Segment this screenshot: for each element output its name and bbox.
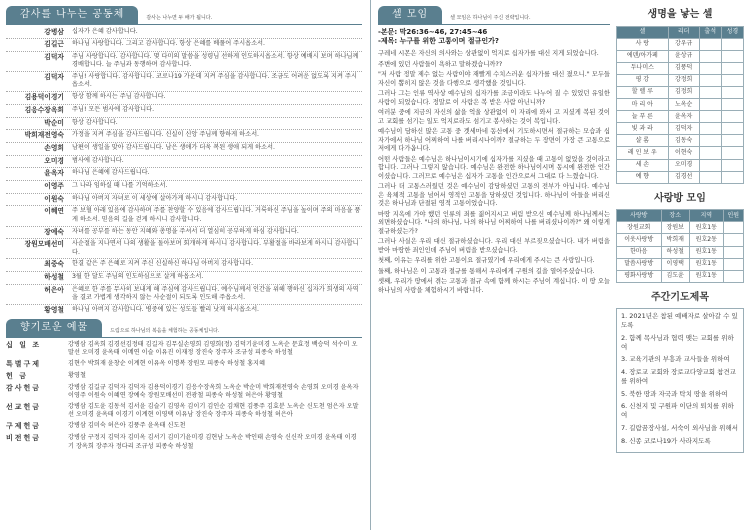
column-divider <box>370 0 371 530</box>
table-cell: 원호2동 <box>689 234 723 246</box>
cell-header <box>378 6 610 25</box>
table-cell: 이웃사랑방 <box>617 234 662 246</box>
prayer-item: 1. 2021년은 참된 예배자로 살아갈 수 있도록 <box>621 312 738 330</box>
thanks-row <box>6 286 362 303</box>
row-separator <box>6 304 362 305</box>
table-cell <box>699 111 721 123</box>
offering-name: 선교헌금 <box>6 402 42 411</box>
table-header: 장소 <box>661 210 689 222</box>
thanks-name: 오미경 <box>44 156 64 165</box>
table-cell: 에덴/아가페 <box>617 50 669 62</box>
table-cell <box>721 135 743 147</box>
offering-name: 구제헌금 <box>6 422 42 431</box>
thanks-name: 이영주 <box>44 181 64 190</box>
offering-text: 강병삼 구정지 김덕자 김미옥 김서기 김미기윤미경 김현남 노옥순 박인태 손영숙 신신작 오미경 윤옥태 이경기 장옥희 장주자 정다리 조규성 피종숙 하성철 <box>68 434 357 450</box>
row-separator <box>6 271 362 272</box>
cell-row <box>617 135 744 147</box>
offering-text: 김현수 박희재 윤창순 이계현 이유옥 이명복 장원모 피종숙 하성철 홍지혜 <box>68 359 266 367</box>
table-cell: 강정희 <box>668 74 699 86</box>
thanks-row <box>6 182 362 191</box>
cell-row <box>617 171 744 183</box>
row-separator <box>6 180 362 181</box>
table-cell <box>699 171 721 183</box>
thanks-text: 항상 함께 하시는 주님 감사합니다. <box>72 93 166 101</box>
table-header: 인원 <box>723 210 743 222</box>
table-cell: 오미경 <box>668 159 699 171</box>
table-cell <box>699 62 721 74</box>
cell-row <box>617 62 744 74</box>
table-cell <box>721 62 743 74</box>
offering-name: 감사헌금 <box>6 383 42 392</box>
table-cell: 할 렐 루 <box>617 86 669 98</box>
table-header: 성경 <box>721 26 743 38</box>
table-cell <box>699 50 721 62</box>
thanks-text: 십자가 은혜 감사합니다. <box>72 27 138 35</box>
thanks-name: 이혜연 <box>44 207 64 216</box>
table-cell: 박희재 <box>661 234 689 246</box>
table-cell <box>723 270 743 282</box>
thanks-row <box>6 73 362 90</box>
thanks-text: 사순절을 지나면서 나의 생활을 돌아보며 회개하게 하시니 감사합니다. 부활절을 바라보게 하시니 감사합니다. <box>72 240 359 256</box>
table-cell <box>699 86 721 98</box>
table-header: 사랑방 <box>617 210 662 222</box>
table-cell: 말씀사랑방 <box>617 258 662 270</box>
thanks-row <box>6 260 362 269</box>
thanks-row <box>6 169 362 178</box>
sermon-paragraph: 첫째, 이유는 우리를 위한 고통이요 절규였기에 우리에게 주시는 큰 사랑입니다. <box>378 257 595 265</box>
offering-row <box>6 403 362 420</box>
thanks-name: 손영희 <box>44 143 64 152</box>
offering-text: 강병삼 김도윤 김동석 김서윤 김슬기 김영옥 김이기 김인순 김채현 김풍주 김효분 노옥순 신도천 엄은자 오말선 오미경 윤옥태 이경기 이계현 이영택 이유남 장진숙 장주자 피종숙 하성철 허은아 <box>68 402 359 419</box>
cell-row <box>617 99 744 111</box>
table-header: 지역 <box>689 210 723 222</box>
thanks-header <box>6 6 362 25</box>
table-cell <box>721 147 743 159</box>
table-cell: 윤상규 <box>668 50 699 62</box>
sermon-paragraph: 그러나 사실은 우리 대신 절규하셨습니다. 우리 대신 부르짖으셨습니다. 내가 버림을 받아 마땅한 죄인인데 주님이 버림을 받으셨습니다. <box>378 238 610 254</box>
offering-subtitle: 드림으로 하나님의 복음을 체험하는 공동체입니다. <box>110 327 220 334</box>
sermon-paragraph: 구레네 시몬은 자신의 의사와는 상관없이 억지로 십자가를 대신 지게 되었습니다. <box>378 50 599 58</box>
prayer-item: 4. 장로교 교회와 장로교다양교회 참견교를 위하여 <box>621 368 736 385</box>
table-header: 리더 <box>668 26 699 38</box>
thanks-text: 하나님 아버지 자녀로 이 세상에 살아가게 하시니 감사합니다. <box>72 194 238 202</box>
thanks-name: 박순미 <box>44 118 64 127</box>
table-cell <box>699 74 721 86</box>
cell-row <box>617 74 744 86</box>
table-cell: 김도윤 <box>661 270 689 282</box>
table-cell: 윤옥자 <box>668 111 699 123</box>
thanks-row <box>6 93 362 102</box>
thanks-text: 주님 사랑합니다. 감사합니다. 몇 다미의 말씀을 성령님 선하게 인도하시옵소서. 항상 예배시 보며 하나님께 경배합니다. 늘 주님과 동행하며 감사합니다. <box>72 52 359 69</box>
thanks-text: 주 보혈 아래 있음에 감사하며 주를 찬양할 수 있음에 감사드립니다. 거룩하신 주님을 높이며 주의 마음을 품게 하소서. 믿음의 길을 걷게 하시니 감사합니다. <box>72 207 361 223</box>
thanks-name: 강병삼 <box>44 27 64 36</box>
sermon-paragraph: 마땅 지옥에 가야 했던 인류의 죄를 짊어지시고 버림 받으신 예수님께 하나님께서는 외면하셨습니다. "나의 하나님, 나의 하나님 어찌하여 나를 버리셨나이까?" 왜 이렇게 절규하셨는가? <box>378 210 610 235</box>
sermon-paragraph: 어떤 사람들은 예수님은 하나님이시기에 십자가를 지셨을 때 고통이 없었을 것이라고 합니다. 그러나 그렇지 않습니다. 예수님은 완전한 하나님이시며 동시에 완전한 인간이셨습니다. 그러므로 예수님은 십자가 고통을 인간으로서 그대로 다 느꼈습니다. <box>378 155 610 180</box>
thanks-name: 김덕자 <box>44 73 64 82</box>
cell-subtitle: 셀 모임은 하나님이 주신 전략입니다. <box>450 14 531 21</box>
thanks-row <box>6 306 362 315</box>
table-cell <box>699 123 721 135</box>
thanks-row <box>6 28 362 37</box>
table-cell: 늘 푸 른 <box>617 111 669 123</box>
thanks-name: 최중숙 <box>44 260 64 269</box>
offering-title: 향기로운 예물 <box>6 319 102 337</box>
table-cell: 두나미스 <box>617 62 669 74</box>
offering-name: 십 일 조 <box>6 340 42 349</box>
thanks-row <box>6 119 362 128</box>
thanks-row <box>6 207 362 224</box>
prayer-item: 3. 교육기관의 부흥과 교사들을 위하여 <box>621 355 730 364</box>
thanks-name: 장예숙 <box>44 227 64 236</box>
thanks-subtitle: 감사는 나누면 두 배가 됩니다. <box>146 14 213 21</box>
thanks-row <box>6 40 362 49</box>
table-cell: 빛 과 라 <box>617 123 669 135</box>
row-separator <box>6 104 362 105</box>
table-cell: 김동숙 <box>668 135 699 147</box>
thanks-name: 하성철 <box>44 273 64 282</box>
table-cell <box>699 38 721 50</box>
table-cell: 마 리 아 <box>617 99 669 111</box>
offering-row <box>6 434 362 451</box>
offering-name: 특별구제 <box>6 359 42 368</box>
sarang-row <box>617 222 744 234</box>
thanks-name: 장원모배선미 <box>24 240 64 249</box>
sermon-body <box>378 50 610 295</box>
thanks-name: 김응수장옥희 <box>24 105 64 114</box>
table-cell: 평 강 <box>617 74 669 86</box>
thanks-text: 하나님 사랑합니다. 그리고 감사합니다. 항상 은혜를 베풀어 주시옵소서. <box>72 40 266 48</box>
cell-row <box>617 38 744 50</box>
thanks-row <box>6 53 362 70</box>
row-separator <box>6 155 362 156</box>
sarang-title: 사랑방 모임 <box>654 192 706 204</box>
row-separator <box>6 51 362 52</box>
thanks-title: 감사를 나누는 공동체 <box>6 6 138 24</box>
table-cell <box>721 159 743 171</box>
table-cell <box>723 234 743 246</box>
table-cell <box>721 99 743 111</box>
table-cell: 평화사랑방 <box>617 270 662 282</box>
table-header: 출석 <box>699 26 721 38</box>
table-cell: 노옥순 <box>668 99 699 111</box>
offering-text: 강병삼 김미숙 허은아 김풍주 윤옥태 신도천 <box>68 422 186 430</box>
table-cell <box>721 171 743 183</box>
table-cell: 김덕자 <box>668 123 699 135</box>
thanks-text: 남편이 생일을 맞아 감사드립니다. 남은 생애가 더욱 복된 생애 되게 하소서. <box>72 143 275 151</box>
table-cell <box>721 123 743 135</box>
prayer-item: 8. 신종 코로나19가 사라지도록 <box>621 436 711 445</box>
sermon-paragraph: 둘째, 하나님은 이 고통과 절규를 통해서 우리에게 구원의 길을 열어주셨습니다. <box>378 267 595 275</box>
thanks-name: 이원숙 <box>44 194 64 203</box>
table-cell: 사 랑 <box>617 38 669 50</box>
table-cell: 하성철 <box>661 246 689 258</box>
sermon-paragraph: 주변에 있던 사람들이 욕하고 말하겠습니까?? <box>378 60 503 68</box>
thanks-row <box>6 131 362 140</box>
sermon-paragraph: 그러나 더 고통스러웠던 것은 예수님이 감당하셨던 고통의 전부가 아닙니다. 예수님은 육체적 고통을 넘어서 영적인 고통을 당하셨던 것입니다. 하나님이 아들을 버리신 것은 하나님과 단절된 영적 고통이었습니다. <box>378 183 610 208</box>
offering-text: 강병삼 김길규 김덕자 김덕자 김용덕이경기 김응수장옥희 노옥순 박순미 박희재전영숙 손영희 오미경 윤옥자 이영주 이원숙 이혜연 장예숙 장원모배선미 전광철 피종숙 하성철 허은아 황영철 <box>68 383 359 400</box>
offering-text: 황영철 <box>68 371 86 379</box>
thanks-text: 자녀를 공부를 하는 동안 지혜와 총명을 주셔서 더 열심히 공부하게 하심 감사합니다. <box>72 227 299 235</box>
thanks-text: 하나님 아버지 감사합니다. 병중에 있는 성도들 빨리 낫게 하시옵소서. <box>72 306 260 313</box>
thanks-name: 김길근 <box>44 40 64 49</box>
table-cell <box>699 135 721 147</box>
offering-name: 헌 금 <box>6 371 28 380</box>
table-cell: 한마음 <box>617 246 662 258</box>
offering-row <box>6 422 362 431</box>
cell-row <box>617 86 744 98</box>
row-separator <box>6 193 362 194</box>
table-cell <box>723 258 743 270</box>
thanks-text: 항상 감사합니다. <box>72 118 118 126</box>
thanks-text: 가정을 지켜 주심을 감사드립니다. 신실이 신앙 주님께 향하게 하소서. <box>72 131 260 139</box>
sarang-table <box>616 209 744 283</box>
sermon-verse: -본문: 막26:36~46, 27:45~46 <box>378 27 488 36</box>
sermon-paragraph: "저 사람 정말 제수 없는 사람이야 재빨게 수치스러운 십자가를 대신 졌으니." 모두들 자신이 뽑히지 않은 것을 다행으로 생각했을 것입니다. <box>378 71 610 87</box>
thanks-name: 박희재전영숙 <box>24 131 64 140</box>
table-cell <box>721 50 743 62</box>
cell-row <box>617 123 744 135</box>
offering-row <box>6 372 362 381</box>
offering-name: 비전헌금 <box>6 434 42 443</box>
thanks-row <box>6 228 362 237</box>
table-cell <box>723 222 743 234</box>
prayer-item: 2. 함께 목사님과 협력 맺는 교회를 위하여 <box>621 333 734 351</box>
table-cell: 장원교회 <box>617 222 662 234</box>
thanks-text: 범사에 감사합니다. <box>72 156 124 164</box>
sermon-paragraph: 그러나 그는 인류 역사상 예수님의 십자가를 조금이라도 나누어 질 수 있었던 유일한 사람이 되었습니다. 정말로 이 사람은 복 받은 사람 아닌니까? <box>378 90 610 106</box>
prayer-item: 6. 신천지 및 구원파 이단의 퇴치를 위하여 <box>621 402 734 420</box>
cells-title: 생명을 낳는 셀 <box>647 9 713 20</box>
offering-text: 강병삼 김옥희 김경선김정태 김길자 김무실손영희 김영희(정) 김덕기윤미경 노옥순 문효정 백승덕 석수미 오말선 오미경 윤옥태 이메연 이슬 이유진 이재정 장진숙 장주자 조규성 피종숙 하성철 <box>68 340 358 357</box>
sermon-theme: -제목: 누구를 위한 고통이며 절규인가? <box>378 36 499 45</box>
thanks-text: 주님! 사랑합니다. 감사합니다. 코로나19 가운데 지켜 주심을 감사합니다. 조금도 어려운 없도록 지켜 주시옵소서. <box>72 73 357 89</box>
offering-row <box>6 341 362 358</box>
cell-row <box>617 159 744 171</box>
prayer-list <box>616 308 744 453</box>
sarang-row <box>617 246 744 258</box>
table-cell: 이영택 <box>661 258 689 270</box>
row-separator <box>6 284 362 285</box>
table-cell: 강우규 <box>668 38 699 50</box>
table-cell <box>699 147 721 159</box>
thanks-row <box>6 157 362 166</box>
table-cell: 김정희 <box>668 86 699 98</box>
table-cell: 샬 롬 <box>617 135 669 147</box>
thanks-text: 3월 한 달도 주님의 인도하심으로 살게 하옵소서. <box>72 273 204 281</box>
middle-column <box>378 6 610 297</box>
table-header: 셀 <box>617 26 669 38</box>
row-separator <box>6 142 362 143</box>
sermon-paragraph: 여러분 중에 지금의 자신의 삶을 억울 상관없이 이 자리에 와서 고 지셨게 복된 것이고 교회를 섬기는 일도 억지로라도 섬기고 봉사하는 것이 복입니다. <box>378 109 610 125</box>
row-separator <box>6 117 362 118</box>
thanks-name: 윤옥자 <box>44 169 64 178</box>
thanks-text: 하나님 은혜에 감사드립니다. <box>72 169 150 177</box>
offering-header <box>6 319 362 338</box>
cells-table <box>616 26 744 184</box>
thanks-row <box>6 273 362 282</box>
thanks-name: 김덕자 <box>44 52 64 61</box>
table-cell: 원호1동 <box>689 258 723 270</box>
table-cell <box>721 74 743 86</box>
sermon-paragraph: 셋째, 우리가 땅에서 겪는 고통과 절규 속에 함께 하시는 주님이 계십니다. 이 땅 오늘 하나님의 사랑을 체험하시기 바랍니다. <box>378 278 610 294</box>
table-cell <box>723 246 743 258</box>
thanks-row <box>6 240 362 257</box>
table-cell <box>721 86 743 98</box>
table-cell: 원호1동 <box>689 270 723 282</box>
sarang-row <box>617 234 744 246</box>
thanks-row <box>6 106 362 115</box>
thanks-name: 황영철 <box>44 306 64 314</box>
sarang-row <box>617 270 744 282</box>
offering-list <box>6 341 362 451</box>
cell-title: 셀 모임 <box>378 6 442 24</box>
table-cell: 원호1동 <box>689 246 723 258</box>
row-separator <box>6 226 362 227</box>
thanks-text: 주님! 모든 범사에 감사합니다. <box>72 105 155 113</box>
table-cell: 예 향 <box>617 171 669 183</box>
table-cell <box>699 159 721 171</box>
sarang-row <box>617 258 744 270</box>
thanks-text: 그 나라 임하실 때 나를 기억하소서. <box>72 181 168 189</box>
thanks-row <box>6 144 362 153</box>
row-separator <box>6 71 362 72</box>
prayer-item: 5. 북한 땅과 자국과 탁치 땅을 위하여 <box>621 389 728 398</box>
offering-row <box>6 384 362 401</box>
table-cell: 김경선 <box>668 171 699 183</box>
right-column <box>616 6 744 453</box>
table-cell: 김풍덕 <box>668 62 699 74</box>
sermon-paragraph: 예수님이 담하신 많은 고통 중 겟세마네 동산에서 기도하시면서 절규하는 모습과 십자가에서 하나님 어찌하여 나를 버리시나이까? 절규하는 두 장면이 가장 큰 고통으로 저에게 다가옵니다. <box>378 128 610 153</box>
table-cell: 원호1동 <box>689 222 723 234</box>
prayer-item: 7. 길람꿈장사설, 서숙이 외사님을 위해서 <box>621 423 738 432</box>
table-cell <box>699 99 721 111</box>
cell-row <box>617 147 744 159</box>
table-cell: 이현숙 <box>668 147 699 159</box>
cell-row <box>617 50 744 62</box>
table-cell <box>721 111 743 123</box>
thanks-text: 한결 같은 주 은혜로 지켜 주신 신실하신 하나님 아버지 감사합니다. <box>72 260 254 268</box>
cell-row <box>617 111 744 123</box>
table-cell: 세 손 <box>617 159 669 171</box>
thanks-text: 은혜로 한 주를 무사히 보내게 해 주심에 감사드립니다. 예수님께서 인간을 위해 행하신 십자가 희생의 사역을 결코 가볍게 생각하지 않는 사순절이 되도록 인도해 주옵소서. <box>72 285 359 302</box>
thanks-name: 김용덕이경기 <box>24 93 64 102</box>
thanks-name: 허은아 <box>44 285 64 294</box>
offering-row <box>6 360 362 369</box>
thanks-row <box>6 195 362 204</box>
table-cell: 장원보 <box>661 222 689 234</box>
table-cell <box>721 38 743 50</box>
left-column <box>6 6 362 453</box>
table-cell: 레 인 보 우 <box>617 147 669 159</box>
thanks-list <box>6 28 362 316</box>
prayer-title: 주간기도제목 <box>651 291 709 303</box>
